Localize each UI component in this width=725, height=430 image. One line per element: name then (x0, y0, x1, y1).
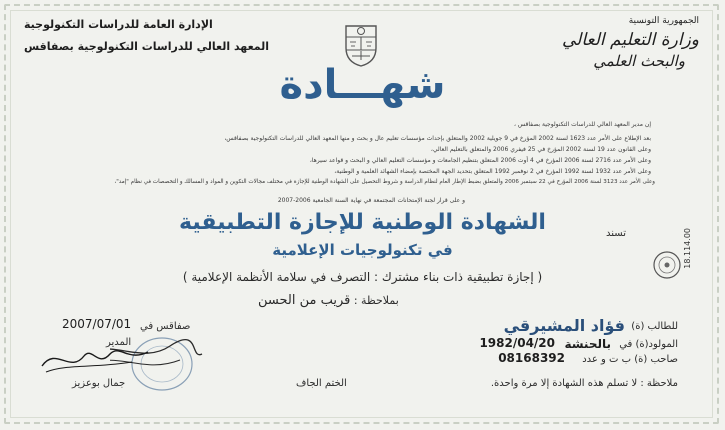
legal-line: وعلى القانون عدد 19 لسنة 2002 المؤرخ في 25 فيفري 2006 والمتعلق بالتعليم العالي، (430, 146, 651, 153)
degree-speciality: ( إجازة تطبيقية ذات بناء مشترك : التصرف في سلامة الأنظمة الإعلامية ) (182, 270, 543, 284)
legal-line: وعلى الأمر عدد 2716 لسنة 2006 المؤرخ في 4 أوت 2006 المتعلق بتنظيم الجامعات و مؤسسات التعليم العالي و البحث و قواعد سيرها، (309, 157, 651, 164)
ministry-line1: وزارة التعليم العالي (561, 30, 699, 50)
republic-label: الجمهورية التونسية (628, 16, 699, 26)
legal-line: وعلى الأمر عدد 3123 لسنة 2006 المؤرخ في 22 سبتمبر 2006 والمتعلق بضبط الإطار العام لنظام الدراسة و شروط التحصيل على الشهادة الوطنية للإجازة في مختلف مجالات التكوين و المواد و المسالك و التخصصات في نظام "إمد"، (114, 179, 655, 185)
id-label: صاحب (ة) ب ت و عدد (582, 354, 678, 365)
ministry-line2: والبحث العلمي (593, 52, 685, 70)
issue-date: 2007/07/01 (62, 317, 132, 331)
director-name: جمال بوعزيز (72, 378, 126, 389)
institute-label: المعهد العالي للدراسات التكنولوجية بصفاقس (24, 40, 270, 53)
legal-line: بعد الإطلاع على الأمر عدد 1623 لسنة 2002 المؤرخ في 9 جويلية 2002 والمتعلق بإحداث مؤسسات تعليم عال و بحث و منها المعهد العالي للدراسات التكنولوجية بصفاقس، (224, 135, 651, 142)
legal-line: وعلى الأمر عدد 1932 لسنة 1992 المؤرخ في 2 نوفمبر 1992 المتعلق بتحديد الجهة المختصة بإمضاء الشهائد العلمية و الوطنية، (334, 168, 651, 175)
degree-field: في تكنولوجيات الإعلامية (272, 241, 453, 259)
legal-line: إن مدير المعهد العالي للدراسات التكنولوجية بصفاقس ، (513, 121, 651, 128)
director-signature-icon (36, 338, 156, 378)
degree-title: الشهادة الوطنية للإجازة التطبيقية (179, 210, 546, 235)
director-label: المدير (106, 337, 132, 348)
student-name: فؤاد المشيرقي (503, 316, 625, 335)
id-number: 08168392 (498, 351, 565, 365)
birth-place: بالحنشة (564, 337, 611, 351)
grade-row (258, 293, 399, 308)
awards-label: تسند (606, 228, 626, 239)
general-direction-label: الإدارة العامة للدراسات التكنولوجية (24, 18, 213, 31)
note: ملاحظة : لا تسلم هذه الشهادة إلا مرة واحدة. (490, 378, 678, 389)
grade-value: قريب من الحسن (258, 293, 351, 308)
birth-date: 1982/04/20 (479, 336, 555, 350)
tunisia-emblem-icon (338, 20, 384, 68)
student-name-label: للطالب (ة) (631, 321, 678, 332)
jury-line: و على قرار لجنة الإمتحانات المجتمعة في نهاية السنة الجامعية 2006-2007 (277, 197, 465, 204)
place-date-label: صفاقس في (140, 321, 191, 332)
dry-seal-label: الختم الجاف (296, 378, 347, 389)
side-number: 18.114.00 (683, 228, 692, 269)
certificate-title: شهـــادة (279, 62, 446, 108)
birth-label: المولود(ة) في (619, 339, 678, 350)
grade-label: بملاحظة : (353, 294, 399, 307)
